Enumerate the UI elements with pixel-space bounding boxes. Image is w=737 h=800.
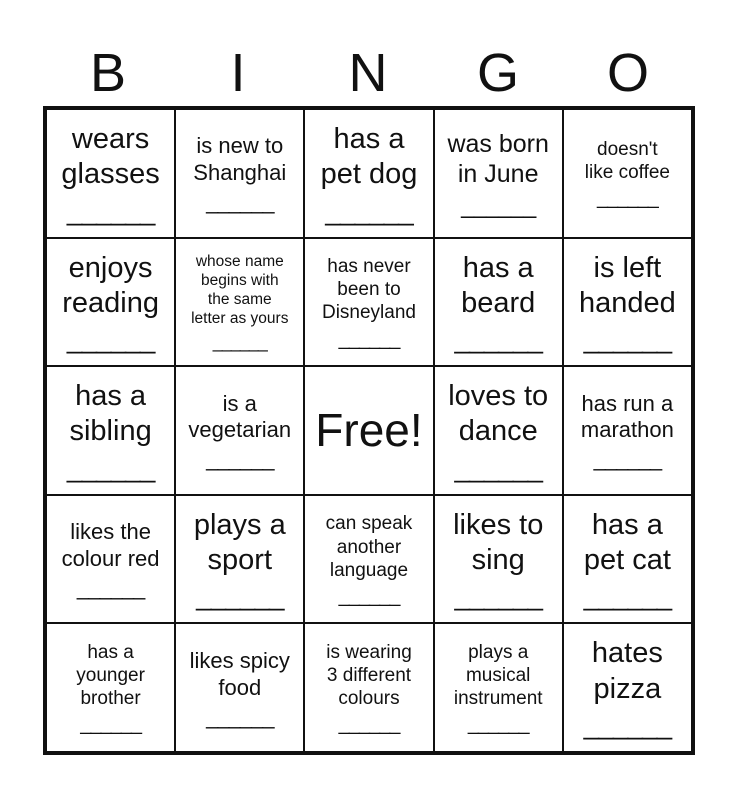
free-space-label: Free! bbox=[315, 404, 423, 457]
header-letter-g: G bbox=[476, 43, 519, 103]
name-blank-line: ______ bbox=[66, 323, 155, 355]
header-letter-i: I bbox=[230, 43, 246, 103]
cell-prompt: has a pet cat bbox=[583, 508, 671, 577]
cell-prompt: has never been to Disneyland bbox=[321, 256, 416, 324]
bingo-cell[interactable] bbox=[46, 109, 175, 238]
name-blank-line: ______ bbox=[454, 580, 542, 612]
name-blank-line: ______ bbox=[206, 446, 274, 472]
name-blank-line: ______ bbox=[338, 584, 400, 607]
bingo-header bbox=[43, 38, 693, 108]
cell-prompt: plays a musical instrument bbox=[453, 641, 543, 710]
cell-prompt: was born in June bbox=[447, 129, 549, 189]
bingo-cell[interactable] bbox=[46, 366, 175, 495]
bingo-board bbox=[43, 106, 695, 755]
bingo-cell[interactable] bbox=[304, 238, 433, 367]
name-blank-line: ______ bbox=[461, 191, 536, 219]
name-blank-line: ______ bbox=[454, 323, 542, 355]
cell-prompt: likes spicy food bbox=[189, 647, 290, 700]
bingo-cell[interactable] bbox=[46, 495, 175, 624]
cell-prompt: has a younger brother bbox=[76, 641, 145, 710]
cell-prompt: plays a sport bbox=[193, 508, 286, 577]
bingo-cell[interactable] bbox=[434, 238, 563, 367]
header-letter-n: N bbox=[348, 43, 388, 103]
name-blank-line: ______ bbox=[66, 451, 155, 483]
cell-prompt: wears glasses bbox=[61, 122, 160, 191]
name-blank-line: ______ bbox=[338, 713, 400, 736]
bingo-cell[interactable] bbox=[434, 495, 563, 624]
cell-prompt: whose name begins with the same letter as yours bbox=[191, 253, 289, 327]
bingo-cell[interactable] bbox=[434, 623, 563, 752]
name-blank-line: ______ bbox=[454, 451, 542, 483]
bingo-cell[interactable] bbox=[175, 366, 304, 495]
cell-prompt: has a sibling bbox=[69, 380, 152, 448]
name-blank-line: ______ bbox=[597, 187, 658, 210]
header-letter-b: B bbox=[89, 43, 127, 103]
bingo-cell[interactable] bbox=[304, 109, 433, 238]
bingo-cell[interactable] bbox=[175, 623, 304, 752]
name-blank-line: ______ bbox=[206, 189, 274, 215]
bingo-cell[interactable] bbox=[304, 495, 433, 624]
free-space-cell[interactable] bbox=[304, 366, 433, 495]
cell-prompt: has run a marathon bbox=[580, 390, 674, 443]
name-blank-line: ______ bbox=[325, 194, 413, 226]
name-blank-line: ______ bbox=[593, 446, 662, 472]
header-letter-o: O bbox=[606, 43, 649, 103]
name-blank-line: ______ bbox=[338, 327, 400, 350]
bingo-cell[interactable] bbox=[563, 109, 692, 238]
name-blank-line: ______ bbox=[583, 709, 672, 741]
cell-prompt: doesn't like coffee bbox=[584, 139, 670, 184]
bingo-cell[interactable] bbox=[563, 495, 692, 624]
name-blank-line: ______ bbox=[467, 713, 529, 736]
bingo-cell[interactable] bbox=[563, 366, 692, 495]
name-blank-line: ______ bbox=[583, 580, 672, 612]
cell-prompt: is left handed bbox=[579, 251, 676, 319]
name-blank-line: ______ bbox=[80, 713, 141, 736]
bingo-cell[interactable] bbox=[175, 109, 304, 238]
cell-prompt: is a vegetarian bbox=[188, 390, 292, 443]
name-blank-line: ______ bbox=[76, 574, 145, 600]
bingo-cell[interactable] bbox=[434, 109, 563, 238]
cell-prompt: has a pet dog bbox=[320, 122, 418, 191]
cell-prompt: likes to sing bbox=[453, 508, 544, 577]
cell-prompt: has a beard bbox=[461, 251, 536, 319]
cell-prompt: likes the colour red bbox=[61, 519, 160, 572]
cell-prompt: can speak another language bbox=[325, 513, 413, 581]
name-blank-line: ______ bbox=[66, 194, 155, 226]
cell-prompt: is new to Shanghai bbox=[193, 133, 287, 186]
cell-prompt: hates pizza bbox=[591, 637, 663, 705]
bingo-cell[interactable] bbox=[175, 238, 304, 367]
bingo-cell[interactable] bbox=[434, 366, 563, 495]
name-blank-line: ______ bbox=[583, 323, 672, 355]
cell-prompt: loves to dance bbox=[448, 380, 549, 448]
name-blank-line: ______ bbox=[196, 580, 284, 612]
bingo-cell[interactable] bbox=[175, 495, 304, 624]
bingo-cell[interactable] bbox=[46, 238, 175, 367]
name-blank-line: ______ bbox=[206, 703, 274, 729]
bingo-cell[interactable] bbox=[563, 238, 692, 367]
cell-prompt: enjoys reading bbox=[62, 251, 159, 319]
cell-prompt: is wearing 3 different colours bbox=[326, 641, 412, 710]
bingo-cell[interactable] bbox=[304, 623, 433, 752]
bingo-cell[interactable] bbox=[46, 623, 175, 752]
bingo-cell[interactable] bbox=[563, 623, 692, 752]
name-blank-line: ______ bbox=[212, 331, 267, 352]
